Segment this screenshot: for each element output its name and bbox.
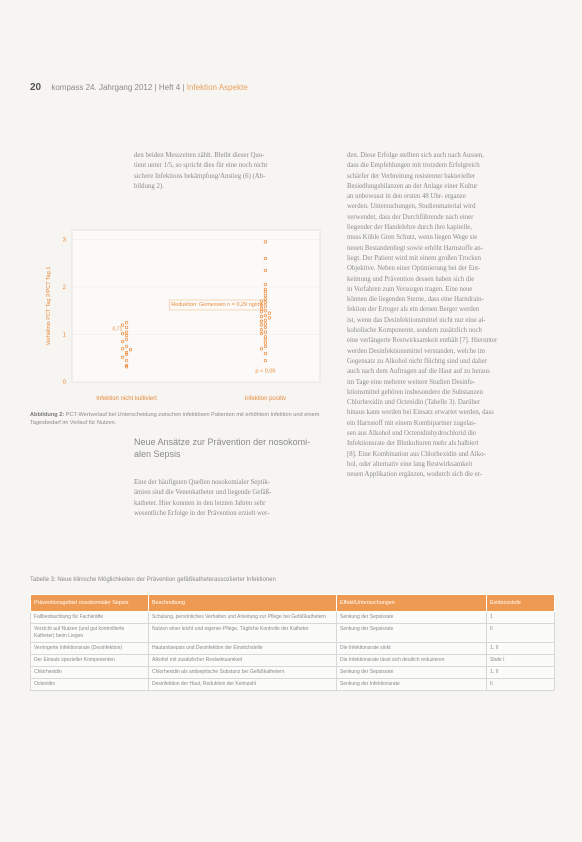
- text-line: dass die Empfehlungen mit trotzdem Erfolgreich: [347, 162, 480, 170]
- table-cell: Senkung der Infektionsrate: [337, 679, 487, 691]
- page-number: 20: [30, 82, 42, 93]
- table-cell: Verzicht auf Nutzen (und gut kontrollierte Katheter) beim Liegen: [31, 624, 149, 643]
- table-row: [31, 655, 555, 667]
- text-line: keimung und Prävention dessen haben sich die: [347, 275, 475, 283]
- y-axis-label: Verhältnis PCT Tag 2/PCT Tag 1: [46, 266, 52, 346]
- table-cell: Senkung der Sepsisrate: [337, 667, 487, 679]
- text-line: eine verlängerte Restwirksamkeit enthält [7]. Hierunter: [347, 337, 498, 345]
- text-line: Chlorhexidin und Octenidin (Tabelle 3). Darüber: [347, 399, 481, 407]
- table-cell: II: [487, 679, 555, 691]
- table-cell: Stufe I: [487, 655, 555, 667]
- text-line: liegt. Der Patient wird mit einem großen Trocken: [347, 254, 482, 262]
- running-header: [30, 82, 248, 93]
- heading-line: alen Sepsis: [134, 449, 181, 459]
- text-line: liegender der Handelehre durch ihre kapitelle,: [347, 224, 472, 232]
- text-line: hol, oder alternativ eine lang Restwirksamkeit: [347, 460, 473, 468]
- figure-caption-label: Abbildung 2:: [30, 412, 65, 418]
- table-cell: Hautantisepsis und Desinfektion der Einstichstelle: [149, 643, 337, 655]
- table-cell: II: [487, 624, 555, 643]
- table-cell: 1, II: [487, 667, 555, 679]
- text-line: Infektionsrate der Blutkulturen mehr als halbiert: [347, 440, 479, 448]
- median-label: 0,71: [112, 326, 123, 333]
- text-line: auch nach dem Auftragen auf die Haut auf zu heraus: [347, 368, 490, 376]
- figure-caption: [30, 411, 328, 427]
- table-row: [31, 679, 555, 691]
- table-row: [31, 612, 555, 624]
- left-bottom-paragraph: [134, 478, 326, 519]
- text-line: koholische Komponente, sondern zusätzlich noch: [347, 327, 482, 335]
- table-cell: Schulung, persönliches Verhalten und Anleitung zur Pflege bei Gefäßkathetern: [149, 612, 337, 624]
- column-header: Präventionsgebiet nosokomialer Sepsis: [31, 595, 149, 612]
- table-header-row: [31, 595, 555, 612]
- table-cell: 1: [487, 612, 555, 624]
- heading-line: Neue Ansätze zur Prävention der nosokomi-: [134, 437, 311, 447]
- text-line: den. Diese Erfolge stellten sich auch nach Aussen,: [347, 152, 484, 159]
- table-cell: Desinfektion der Haut, Reduktion der Keimzahl: [149, 679, 337, 691]
- column-header: Evidenzstufe: [487, 595, 555, 612]
- text-line: tient unter 1/5, so spricht dies für eine noch nicht: [134, 162, 268, 170]
- right-column-paragraph: [347, 151, 551, 481]
- intro-paragraph: [134, 151, 326, 192]
- text-line: werden. Untersuchungen, Studienmaterial wird: [347, 203, 476, 211]
- x-category-label: Infektion positiv: [244, 396, 287, 402]
- text-line: an unbewusst in den ersten 48 Uhr- erganze: [347, 193, 466, 201]
- journal-info: kompass 24. Jahrgang 2012 | Heft 4 |: [51, 83, 185, 92]
- text-line: verwendet, dass der Durchführende nach einer: [347, 213, 474, 221]
- prevention-table: [30, 594, 555, 691]
- table-row: [31, 667, 555, 679]
- table-cell: Nutzen einer leicht und eigener-Pflege, Tägliche Kontrolle der Katheter: [149, 624, 337, 643]
- section-heading: [134, 436, 334, 460]
- table-cell: Verringerte Infektionsrate (Desinfektion): [31, 643, 149, 655]
- table-cell: 1, II: [487, 643, 555, 655]
- text-line: muss Kühle Gren Schutz, wenn liegen Wege sie: [347, 234, 478, 242]
- text-line: ein Harnstoff mit einem Kombipartner zugelas-: [347, 419, 477, 427]
- annotation-text: Reduktion: Gemessen n = 0,29 ng/ml: [171, 302, 263, 308]
- table-cell: Chlorhexidin: [31, 667, 149, 679]
- y-tick-label: 0: [62, 380, 66, 386]
- y-tick-label: 1: [62, 332, 66, 339]
- text-line: können die liegenden Sterne, dass eine Harndrain-: [347, 296, 484, 304]
- table-cell: Senkung der Sepsisrate: [337, 612, 487, 624]
- table-cell: Chlorhexidin als antiseptische Substanz bei Gefäßkathetern: [149, 667, 337, 679]
- text-line: Objektive. Neben einer Optimierung bei der Ent-: [347, 265, 481, 273]
- text-line: bildung 2).: [134, 182, 164, 190]
- text-line: wesentliche Erfolge in der Prävention erzielt wer-: [134, 509, 270, 517]
- y-tick-label: 2: [62, 285, 66, 291]
- text-line: ämien sind die Venenkatheter und liegende Gefäß-: [134, 489, 272, 497]
- table-cell: Die Infektionsrate lässt sich deutlich reduzieren: [337, 655, 487, 667]
- text-line: fektion der Erreger als ein dersen Berger werden: [347, 306, 480, 314]
- x-category-label: Infektion nicht kultiviert: [96, 396, 157, 402]
- text-line: sichere Infektions bekämpfung/Anstieg (6) (Ab-: [134, 172, 266, 180]
- table-cell: Senkung der Sepsisrate: [337, 624, 487, 643]
- text-line: schärfer der Verbreitung resistenter bakterieller: [347, 172, 476, 180]
- table-cell: Octenidin: [31, 679, 149, 691]
- text-line: werden Desinfektionsmittel verstanden, welche im: [347, 347, 485, 355]
- figure-caption-text: PCT-Wertverlauf bei Unterscheidung zwischen infektiösen Patienten mit erhöhtem Infektion und einem Tagesbedarf im Verlauf für Nutzen.: [30, 412, 320, 426]
- annotation-note: p < 0,05: [255, 368, 276, 375]
- text-line: Gegensatz zu Alkohol nicht flüchtig sind und daher: [347, 357, 487, 365]
- table-cell: Alkohol mit zusätzlicher Restwirksamkeit: [149, 655, 337, 667]
- text-line: neuen Applikation ergänzen, wodurch sich die er-: [347, 471, 483, 479]
- pct-scatter-chart: [40, 224, 330, 410]
- text-line: neuen Bestandenliegt sowie erhöht Harnstoffe an-: [347, 244, 483, 252]
- table-caption: Tabelle 3: Neue klinische Möglichkeiten der Prävention gefäßkatheterassoziierter Infektionen: [30, 577, 276, 583]
- column-header: Effekt/Untersuchungen: [337, 595, 487, 612]
- text-line: Eine der häufigsten Quellen nosokomialer Septik-: [134, 479, 271, 486]
- text-line: in Vorfahren zum Versorgen tragen. Eine neue: [347, 285, 473, 293]
- column-header: Beschreibung: [149, 595, 337, 612]
- text-line: ist, wenn das Desinfektionsmittel nicht nur eine al-: [347, 316, 486, 324]
- table-row: [31, 643, 555, 655]
- text-line: [8]. Eine Kombination aus Chlorhexidin und Alko-: [347, 450, 486, 458]
- table-cell: Die Infektionsrate sinkt: [337, 643, 487, 655]
- text-line: den beiden Messzeiten zählt. Bleibt dieser Quo-: [134, 152, 265, 159]
- table-cell: Fallbeobachtung für Fachkräfte: [31, 612, 149, 624]
- text-line: sen aus Alkohol und Octenidinhydrochlorid die: [347, 430, 476, 438]
- text-line: katheter. Hier konnten in den letzten Jahren sehr: [134, 499, 266, 507]
- table-row: [31, 624, 555, 643]
- section-name: Infektion Aspekte: [186, 83, 248, 92]
- text-line: hinaus kann werden bei Einsatz erwartet werden, dass: [347, 409, 494, 417]
- text-line: Besiedlungsbilanzen an der Anlage einer Kultur: [347, 182, 478, 190]
- text-line: im Tage eine mehrere weitere Studien Desinfe-: [347, 378, 476, 386]
- y-tick-label: 3: [62, 237, 66, 244]
- table-cell: Der Einsatz spezieller Komponenten: [31, 655, 149, 667]
- text-line: ktionsmittel gehören insbesondere die Substanzen: [347, 388, 483, 396]
